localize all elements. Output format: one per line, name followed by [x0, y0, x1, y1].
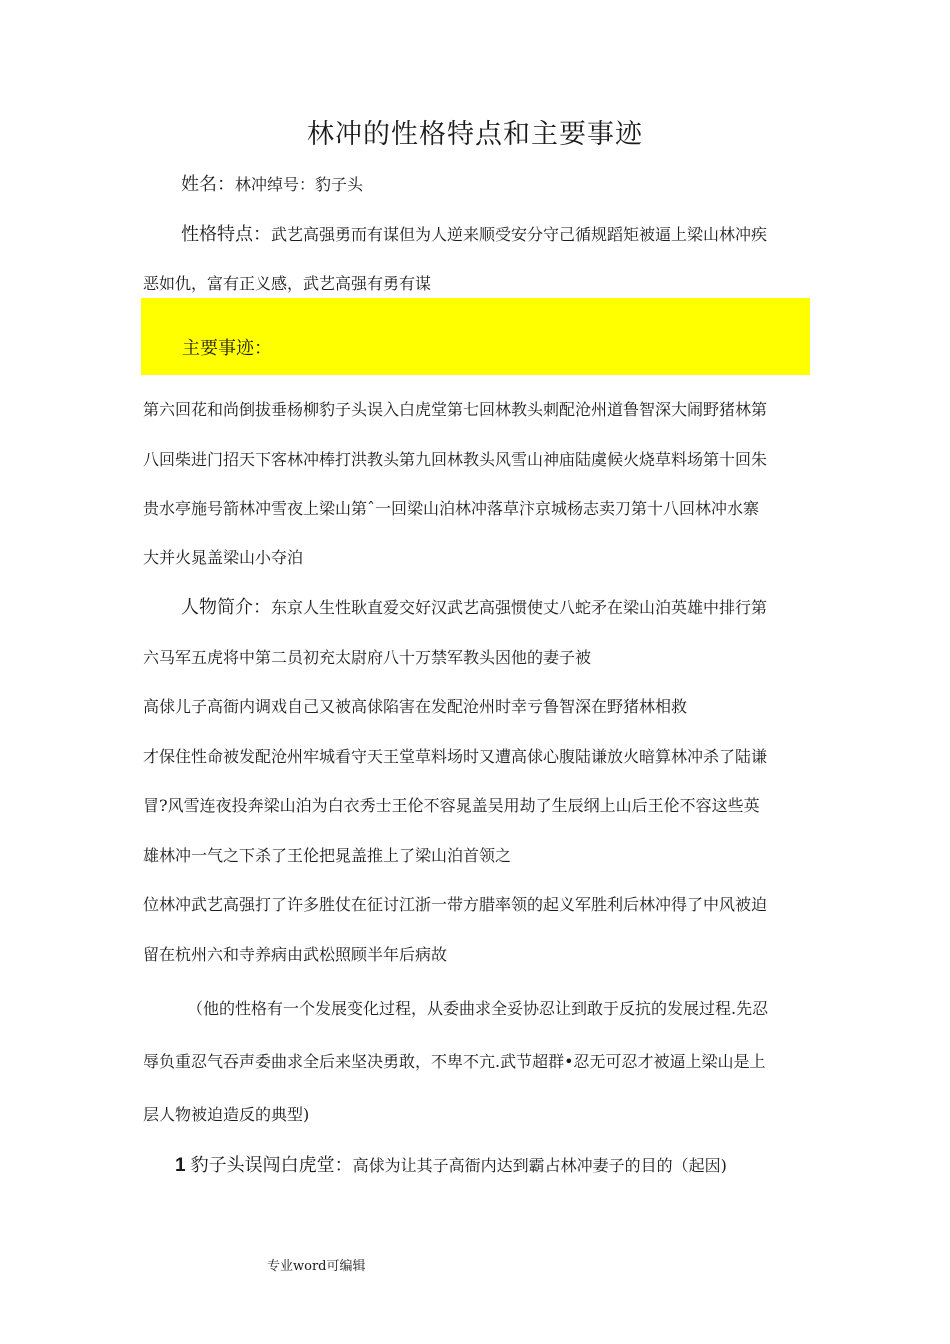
bio-text-1: 东京人生性耿直爱交好汉武艺高强惯使丈八蛇矛在梁山泊英雄中排行第: [271, 598, 768, 617]
note-line: （他的性格有一个发展变化过程，从委曲求全妥协忍让到敢于反抗的发展过程.先忍: [187, 999, 769, 1018]
bio-line: 六马军五虎将中第二员初充太尉府八十万禁军教头因他的妻子被: [143, 648, 592, 667]
bio-line: 才保住性命被发配沧州牢城看守天王堂草料场时又遭高俅心腹陆谦放火暗算林冲杀了陆谦: [143, 747, 768, 766]
bio-line: 位林冲武艺高强打了许多胜仗在征讨江浙一带方腊率领的起义军胜利后林冲得了中风被迫: [143, 895, 768, 914]
document-title: 林冲的性格特点和主要事迹: [307, 119, 643, 150]
bio-line-1: [181, 596, 813, 620]
section-1-number: 1: [175, 1155, 186, 1176]
name-line: [181, 173, 813, 197]
traits-text-1: 武艺高强勇而有谋但为人逆来顺受安分守己循规蹈矩被逼上梁山林冲疾: [271, 225, 768, 244]
deeds-line: 贵水亭施号箭林冲雪夜上梁山第ˆ一回梁山泊林冲落草汴京城杨志卖刀第十八回林冲水寨: [143, 499, 760, 518]
bio-line: 冒?风雪连夜投奔梁山泊为白衣秀士王伦不容晁盖吴用劫了生辰纲上山后王伦不容这些英: [143, 796, 760, 815]
traits-line-1: [181, 223, 813, 247]
deeds-line: 八回柴进门招天下客林冲棒打洪教头第九回林教头风雪山神庙陆虞候火烧草料场第十回朱: [143, 450, 768, 469]
name-text: 林冲绰号：豹子头: [235, 175, 364, 194]
traits-label: 性格特点：: [181, 224, 271, 245]
section-1-text: 高俅为让其子高衙内达到霸占林冲妻子的目的（起因): [352, 1156, 727, 1175]
traits-line-2: 恶如仇，富有正义感，武艺高强有勇有谋: [143, 274, 432, 293]
bio-line: 高俅儿子高衙内调戏自己又被高俅陷害在发配沧州时幸亏鲁智深在野猪林相救: [143, 697, 688, 716]
deeds-label: 主要事迹：: [182, 338, 272, 359]
bio-label: 人物简介：: [181, 597, 271, 618]
bio-line: 雄林冲一气之下杀了王伦把晁盖推上了梁山泊首领之: [143, 846, 512, 865]
note-line: 辱负重忍气吞声委曲求全后来坚决勇敢，不卑不亢.武节超群•忍无可忍才被逼上梁山是上: [143, 1052, 766, 1071]
bio-line: 留在杭州六和寺养病由武松照顾半年后病故: [143, 945, 448, 964]
section-1-line: [175, 1154, 813, 1178]
section-1-label: 豹子头误闯白虎堂：: [190, 1155, 353, 1176]
note-line: 层人物被迫造反的典型): [143, 1105, 310, 1124]
footer-note: 专业word可编辑: [267, 1259, 366, 1274]
name-label: 姓名：: [181, 174, 235, 195]
deeds-line: 大并火晁盖梁山小夺泊: [143, 548, 304, 567]
deeds-line: 第六回花和尚倒拔垂杨柳豹子头误入白虎堂第七回林教头刺配沧州道鲁智深大闹野猪林第: [143, 400, 768, 419]
